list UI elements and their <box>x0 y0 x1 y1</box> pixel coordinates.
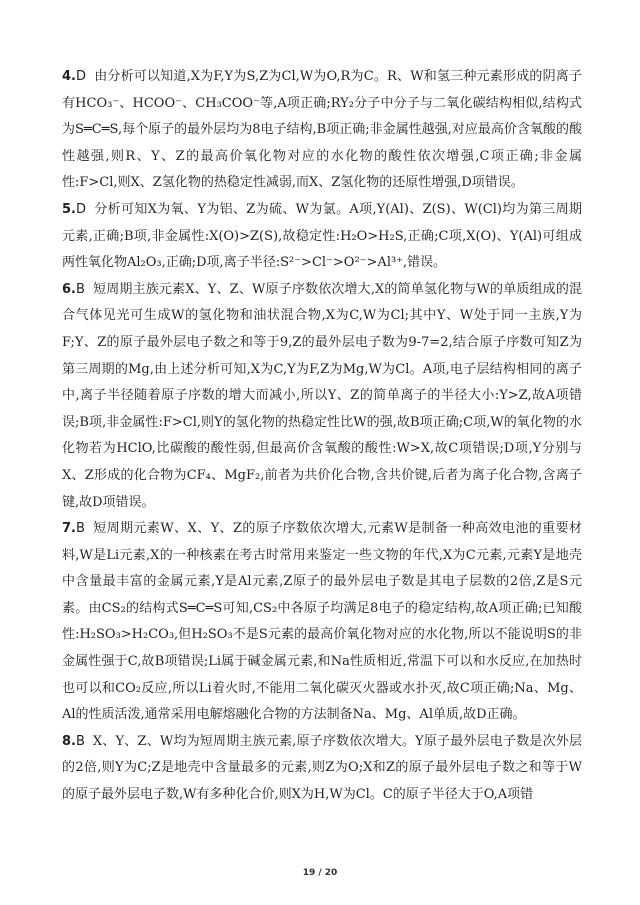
answer-4 <box>62 64 582 197</box>
answer-5 <box>62 197 582 277</box>
answer-6 <box>62 277 582 516</box>
answer-number: 5. <box>62 201 76 217</box>
answer-number: 7. <box>62 521 76 537</box>
answer-explanation: 分析可知X为氧、Y为铝、Z为硫、W为氯。A项,Y(Al)、Z(S)、W(Cl)均为第三周期元素,正确;B项,非金属性:X(O)>Z(S),故稳定性:H₂O>H₂S,正确;C项,X(O)、Y(Al)可组成两性氧化物Al₂O₃,正确;D项,离子半径:S²⁻>Cl⁻>O²⁻>Al³⁺,错误。 <box>62 201 582 271</box>
answer-explanation: 短周期元素W、X、Y、Z的原子序数依次增大,元素W是制备一种高效电池的重要材料,W是Li元素,X的一种核素在考古时常用来鉴定一些文物的年代,X为C元素,元素Y是地壳中含量最丰富的金属元素,Y是Al元素,Z原子的最外层电子数是其电子层数的2倍,Z是S元素。由CS₂的结构式S═C═S可知,CS₂中各原子均满足8电子的稳定结构,故A项正确;已知酸性:H₂SO₃>H₂CO₃,但H₂SO₃不是S元素的最高价氧化物对应的水化物,所以不能说明S的非金属性强于C,故B项错误;Li属于碱金属元素,和Na性质相近,常温下可以和水反应,在加热时也可以和CO₂反应,所以Li着火时,不能用二氧化碳灭火器或水扑灭,故C项正确;Na、Mg、Al的性质活泼,通常采用电解熔融化合物的方法制备Na、Mg、Al单质,故D正确。 <box>62 521 582 723</box>
page-number: 19 / 20 <box>302 868 338 878</box>
answer-number: 8. <box>62 733 76 749</box>
answer-choice: D <box>75 69 86 84</box>
answer-explanation: 由分析可以知道,X为F,Y为S,Z为Cl,W为O,R为C。R、W和氢三种元素形成的阴离子有HCO₃⁻、HCOO⁻、CH₃COO⁻等,A项正确;RY₂分子中分子与二氧化碳结构相似,结构式为S═C═S,每个原子的最外层均为8电子结构,B项正确;非金属性越强,对应最高价含氧酸的酸性越强,则R、Y、Z的最高价氧化物对应的水化物的酸性依次增强,C项正确;非金属性:F>Cl,则X、Z氢化物的热稳定性减弱,而X、Z氢化物的还原性增强,D项错误。 <box>62 69 582 191</box>
answer-choice: B <box>75 281 85 297</box>
answer-choice: B <box>75 733 85 749</box>
answer-explanation: 短周期主族元素X、Y、Z、W原子序数依次增大,X的简单氢化物与W的单质组成的混合气体见光可生成W的氢化物和油状混合物,X为C,W为Cl;其中Y、W处于同一主族,Y为F;Y、Z的原子最外层电子数之和等于9,Z的最外层电子数为9-7=2,结合原子序数可知Z为第三周期的Mg,由上述分析可知,X为C,Y为F,Z为Mg,W为Cl。A项,电子层结构相同的离子中,离子半径随着原子序数的增大而减小,所以Y、Z的简单离子的半径大小:Y>Z,故A项错误;B项,非金属性:F>Cl,则Y的氢化物的热稳定性比W的强,故B项正确;C项,W的氧化物的水化物若为HClO,比碳酸的酸性弱,但最高价含氧酸的酸性:W>X,故C项错误;D项,Y分别与X、Z形成的化合物为CF₄、MgF₂,前者为共价化合物,含共价键,后者为离子化合物,含离子键,故D项错误。 <box>62 281 582 510</box>
answer-list <box>62 64 582 809</box>
answer-number: 6. <box>62 281 76 297</box>
answer-explanation: X、Y、Z、W均为短周期主族元素,原子序数依次增大。Y原子最外层电子数是次外层的2倍,则Y为C;Z是地壳中含量最多的元素,则Z为O;X和Z的原子最外层电子数之和等于W的原子最外层电子数,W有多种化合价,则X为H,W为Cl。C的原子半径大于O,A项错 <box>62 733 582 803</box>
answer-choice: B <box>75 521 85 537</box>
answer-7 <box>62 516 582 729</box>
answer-choice: D <box>75 201 86 217</box>
answer-8 <box>62 729 582 809</box>
answer-number: 4. <box>62 69 76 84</box>
